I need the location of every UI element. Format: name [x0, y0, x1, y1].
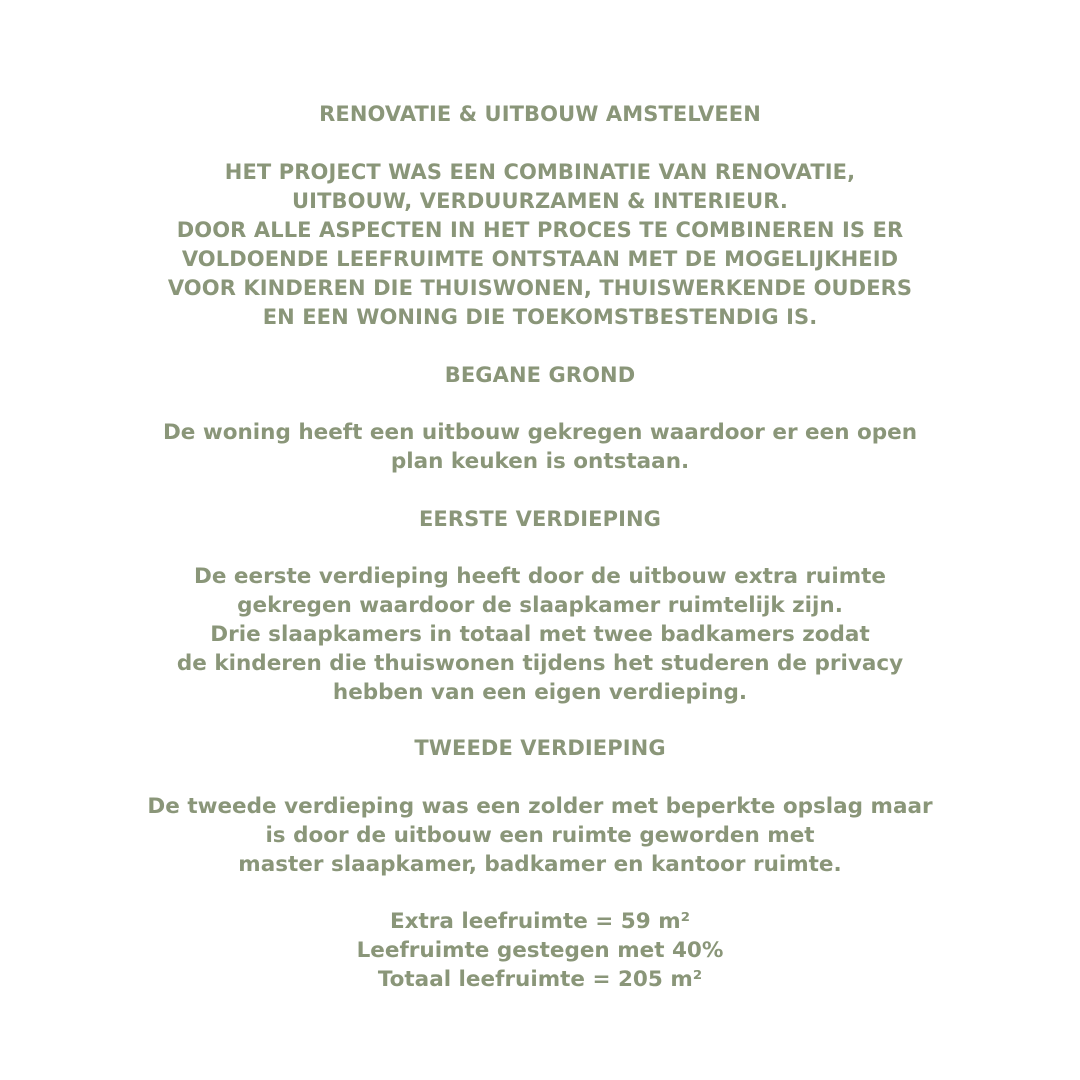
- stat-line: Leefruimte gestegen met 40%: [356, 938, 724, 963]
- first-floor-paragraph: [0, 562, 1080, 707]
- intro-line: EN EEN WONING DIE TOEKOMSTBESTENDIG IS.: [262, 305, 818, 329]
- heading-text: EERSTE VERDIEPING: [418, 507, 662, 531]
- first-floor-heading: [0, 505, 1080, 534]
- intro-line: HET PROJECT WAS EEN COMBINATIE VAN RENOVATIE,: [224, 160, 856, 184]
- second-floor-paragraph: [0, 792, 1080, 879]
- stat-line: Extra leefruimte = 59 m²: [389, 909, 691, 934]
- paragraph-line: plan keuken is ontstaan.: [390, 449, 690, 474]
- ground-floor-paragraph: [0, 418, 1080, 476]
- paragraph-line: de kinderen die thuiswonen tijdens het studeren de privacy: [176, 651, 904, 676]
- title-text: RENOVATIE & UITBOUW AMSTELVEEN: [319, 102, 761, 126]
- intro-line: VOLDOENDE LEEFRUIMTE ONTSTAAN MET DE MOGELIJKHEID: [181, 247, 899, 271]
- paragraph-line: master slaapkamer, badkamer en kantoor ruimte.: [238, 852, 842, 877]
- stats-block: [0, 907, 1080, 994]
- ground-floor-heading: [0, 361, 1080, 390]
- stat-line: Totaal leefruimte = 205 m²: [377, 967, 703, 992]
- heading-text: TWEEDE VERDIEPING: [414, 736, 666, 760]
- paragraph-line: Drie slaapkamers in totaal met twee badkamers zodat: [210, 622, 870, 647]
- paragraph-line: is door de uitbouw een ruimte geworden met: [265, 823, 815, 848]
- page-title: [0, 100, 1080, 129]
- intro-line: VOOR KINDEREN DIE THUISWONEN, THUISWERKENDE OUDERS: [167, 276, 913, 300]
- paragraph-line: De eerste verdieping heeft door de uitbouw extra ruimte: [194, 564, 886, 589]
- paragraph-line: gekregen waardoor de slaapkamer ruimtelijk zijn.: [237, 593, 843, 618]
- paragraph-line: De woning heeft een uitbouw gekregen waardoor er een open: [162, 420, 918, 445]
- intro-line: UITBOUW, VERDUURZAMEN & INTERIEUR.: [292, 189, 788, 213]
- heading-text: BEGANE GROND: [444, 363, 636, 387]
- second-floor-heading: [0, 734, 1080, 763]
- paragraph-line: hebben van een eigen verdieping.: [332, 680, 748, 705]
- intro-paragraph: [0, 158, 1080, 332]
- intro-line: DOOR ALLE ASPECTEN IN HET PROCES TE COMBINEREN IS ER: [176, 218, 904, 242]
- paragraph-line: De tweede verdieping was een zolder met beperkte opslag maar: [147, 794, 933, 819]
